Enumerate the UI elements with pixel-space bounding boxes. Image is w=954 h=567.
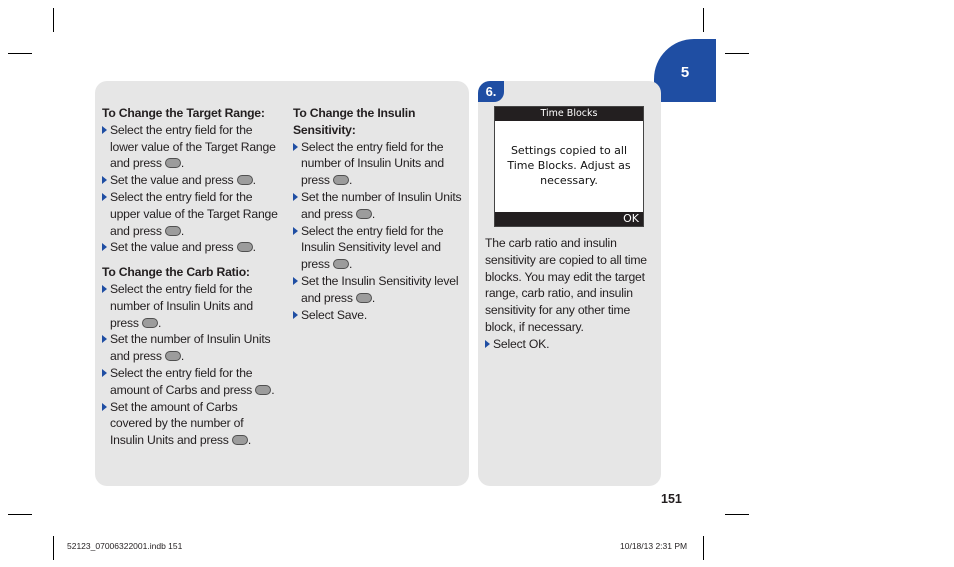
crop-mark [725, 53, 749, 54]
column-2 [293, 105, 463, 323]
section-heading: To Change the Target Range: [102, 106, 265, 120]
step-text: Select Save. [301, 307, 368, 322]
section-heading: To Change the Carb Ratio: [102, 265, 250, 280]
step-text: Select OK. [493, 336, 550, 351]
section-gap [102, 256, 278, 264]
step-item: Set the value and press . [102, 239, 278, 256]
step-item: Set the number of Insulin Units and press . [293, 189, 463, 223]
crop-mark [725, 514, 749, 515]
step-item: Set the value and press . [102, 172, 278, 189]
step-item: Select the entry field for the amount of Carbs and press . [102, 365, 278, 399]
step-text: Select the entry field for the number of Insulin Units and press [110, 281, 253, 330]
step-list [293, 139, 463, 324]
device-button-icon [356, 293, 372, 303]
step-text: Set the amount of Carbs covered by the number of Insulin Units and press [110, 399, 244, 448]
crop-mark [703, 8, 704, 32]
step-text: Select the entry field for the lower value of the Target Range and press [110, 122, 276, 171]
step-item: Set the Insulin Sensitivity level and press . [293, 273, 463, 307]
step-list [102, 122, 278, 256]
step-text: Set the number of Insulin Units and press [301, 189, 462, 221]
column-3 [485, 235, 655, 353]
device-button-icon [333, 259, 349, 269]
device-button-icon [255, 385, 271, 395]
step-item [485, 336, 655, 353]
page-number: 151 [661, 492, 682, 506]
step-list [102, 281, 278, 449]
chapter-number: 5 [680, 64, 690, 81]
print-slug-date: 10/18/13 2:31 PM [620, 541, 688, 551]
step-text: Select the entry field for the upper value of the Target Range and press [110, 189, 278, 238]
section-heading: To Change the Insulin Sensitivity: [293, 106, 416, 137]
step-item: Set the number of Insulin Units and press . [102, 331, 278, 365]
step-item: Set the amount of Carbs covered by the number of Insulin Units and press . [102, 399, 278, 449]
device-button-icon [142, 318, 158, 328]
screen-title: Time Blocks [495, 107, 643, 121]
step-item [293, 307, 463, 324]
device-button-icon [237, 242, 253, 252]
device-button-icon [232, 435, 248, 445]
device-button-icon [165, 158, 181, 168]
step-list [485, 336, 655, 353]
device-screen [494, 106, 644, 227]
device-button-icon [237, 175, 253, 185]
print-slug-file: 52123_07006322001.indb 151 [67, 541, 183, 551]
device-button-icon [165, 351, 181, 361]
screen-footer-bar [495, 212, 643, 226]
device-button-icon [333, 175, 349, 185]
step-item: Select the entry field for the lower value of the Target Range and press . [102, 122, 278, 172]
step-text: Select the entry field for the number of Insulin Units and press [301, 139, 444, 188]
device-button-icon [165, 226, 181, 236]
device-button-icon [356, 209, 372, 219]
step-text: Set the Insulin Sensitivity level and press [301, 273, 459, 305]
description-text: The carb ratio and insulin sensitivity are copied to all time blocks. You may edit the target range, carb ratio, and insulin sensitivity for any other time block, if necessary. [485, 236, 647, 334]
column-1 [102, 105, 278, 449]
step-text: Set the value and press [110, 240, 234, 255]
crop-mark [53, 8, 54, 32]
step-text: Select the entry field for the amount of Carbs and press [110, 365, 253, 397]
step-badge: 6. [478, 81, 504, 102]
crop-mark [8, 53, 32, 54]
step-item: Select the entry field for the upper value of the Target Range and press . [102, 189, 278, 239]
crop-mark [53, 536, 54, 560]
crop-mark [8, 514, 32, 515]
screen-message: Settings copied to all Time Blocks. Adjust as necessary. [507, 144, 631, 187]
chapter-tab [654, 39, 716, 102]
step-text: Set the value and press [110, 173, 234, 188]
step-text: Set the number of Insulin Units and press [110, 332, 271, 364]
step-item: Select the entry field for the Insulin Sensitivity level and press . [293, 223, 463, 273]
crop-mark [703, 536, 704, 560]
ok-button[interactable]: OK [623, 212, 639, 225]
step-item: Select the entry field for the number of Insulin Units and press . [293, 139, 463, 189]
step-item: Select the entry field for the number of Insulin Units and press . [102, 281, 278, 331]
step-text: Select the entry field for the Insulin Sensitivity level and press [301, 223, 444, 272]
